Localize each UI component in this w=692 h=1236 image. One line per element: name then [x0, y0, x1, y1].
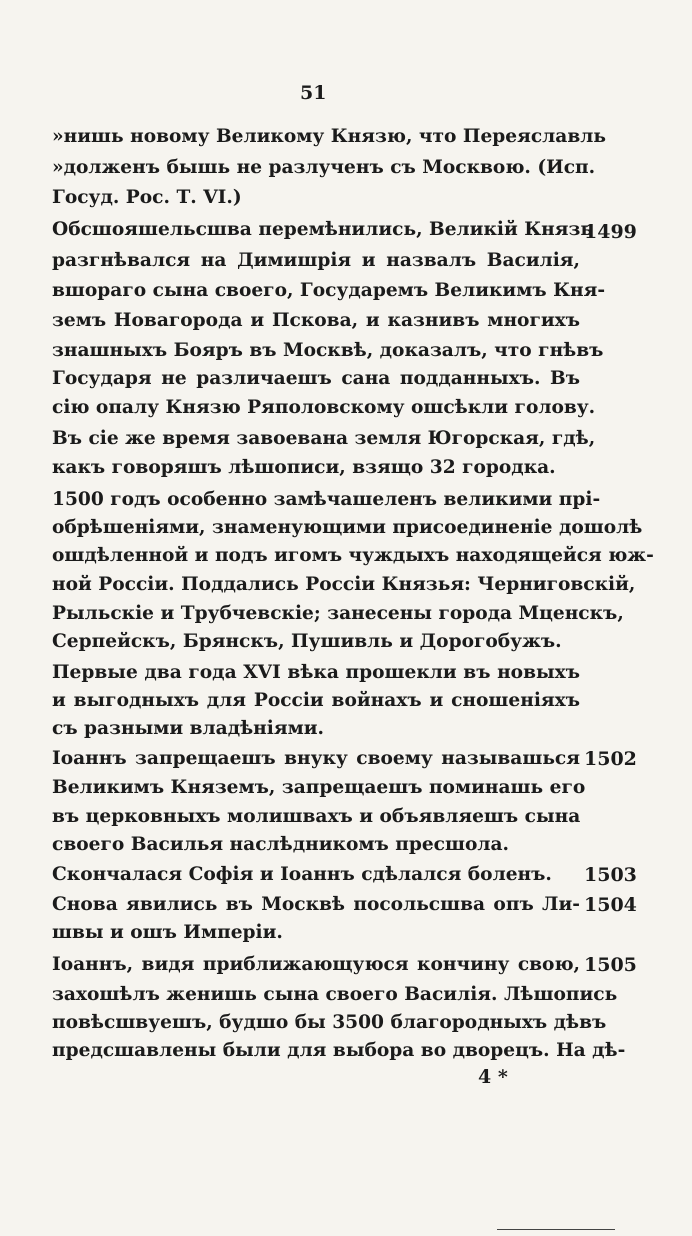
text-line: Госуд. Рос. Т. VI.) — [52, 187, 242, 208]
text-line: сію опалу Князю Ряполовскому ошсѣкли голову. — [52, 397, 596, 418]
text-line: съ разными владѣніями. — [52, 718, 325, 739]
text-line: Великимъ Княземъ, запрещаешъ поминашь его — [52, 777, 586, 798]
margin-year: 1503 — [584, 864, 637, 886]
text-line: въ церковныхъ молишвахъ и объявляешъ сына — [52, 806, 581, 827]
bottom-rule — [497, 1229, 615, 1230]
text-line: предсшавлены были для выбора во дворецъ. На дѣ- — [52, 1040, 626, 1061]
text-line: »нишь новому Великому Князю, что Переяславль — [52, 126, 606, 147]
text-line: своего Василья наслѣдникомъ пресшола. — [52, 834, 510, 855]
margin-year: 1504 — [584, 894, 637, 916]
text-line: Рыльскіе и Трубчевскіе; занесены города Мценскъ, — [52, 603, 624, 624]
text-line: земъ Новагорода и Пскова, и казнивъ многихъ — [52, 310, 580, 331]
text-line: Серпейскъ, Брянскъ, Пушивль и Дорогобужъ. — [52, 631, 562, 652]
text-line: ошдѣленной и подъ игомъ чуждыхъ находящейся юж- — [52, 545, 654, 566]
text-line: Обсшояшельсшва перемѣнились, Великій Князь — [52, 219, 593, 240]
text-line: Въ сіе же время завоевана земля Югорская, гдѣ, — [52, 428, 596, 449]
text-line: разгнѣвался на Димишрія и назвалъ Василія, — [52, 250, 580, 271]
text-line: ной Россіи. Поддались Россіи Князья: Черниговскій, — [52, 574, 636, 595]
signature-mark: 4 * — [478, 1066, 508, 1088]
page-number: 51 — [300, 82, 327, 104]
text-line: вшораго сына своего, Государемъ Великимъ Кня- — [52, 280, 606, 301]
text-line: повѣсшвуешъ, будшо бы 3500 благородныхъ дѣвъ — [52, 1012, 607, 1033]
text-line: Первые два года XVI вѣка прошекли въ новыхъ — [52, 662, 580, 683]
text-line: и выгодныхъ для Россіи войнахъ и сношеніяхъ — [52, 690, 580, 711]
text-line: Іоаннъ запрещаешъ внуку своему называшься — [52, 748, 580, 769]
text-line: »долженъ бышь не разлученъ съ Москвою. (Исп. — [52, 157, 596, 178]
margin-year: 1505 — [584, 954, 637, 976]
text-line: Іоаннъ, видя приближающуюся кончину свою, — [52, 954, 580, 975]
text-line: Скончалася Софія и Іоаннъ сдѣлался боленъ. — [52, 864, 552, 885]
text-line: Снова явились въ Москвѣ посольсшва опъ Ли- — [52, 894, 580, 915]
margin-year: 1502 — [584, 748, 637, 770]
margin-year: 1499 — [584, 221, 637, 243]
text-line: захошѣлъ женишь сына своего Василія. Лѣшопись — [52, 984, 618, 1005]
text-line: Государя не различаешъ сана подданныхъ. Въ — [52, 368, 580, 389]
text-line: какъ говоряшъ лѣшописи, взящо 32 городка. — [52, 457, 556, 478]
text-line: знашныхъ Бояръ въ Москвѣ, доказалъ, что гнѣвъ — [52, 340, 604, 361]
text-line: 1500 годъ особенно замѣчашеленъ великими прі- — [52, 489, 601, 510]
text-line: обрѣшеніями, знаменующими присоединеніе дошолѣ — [52, 517, 643, 538]
text-line: швы и ошъ Имперіи. — [52, 922, 283, 943]
